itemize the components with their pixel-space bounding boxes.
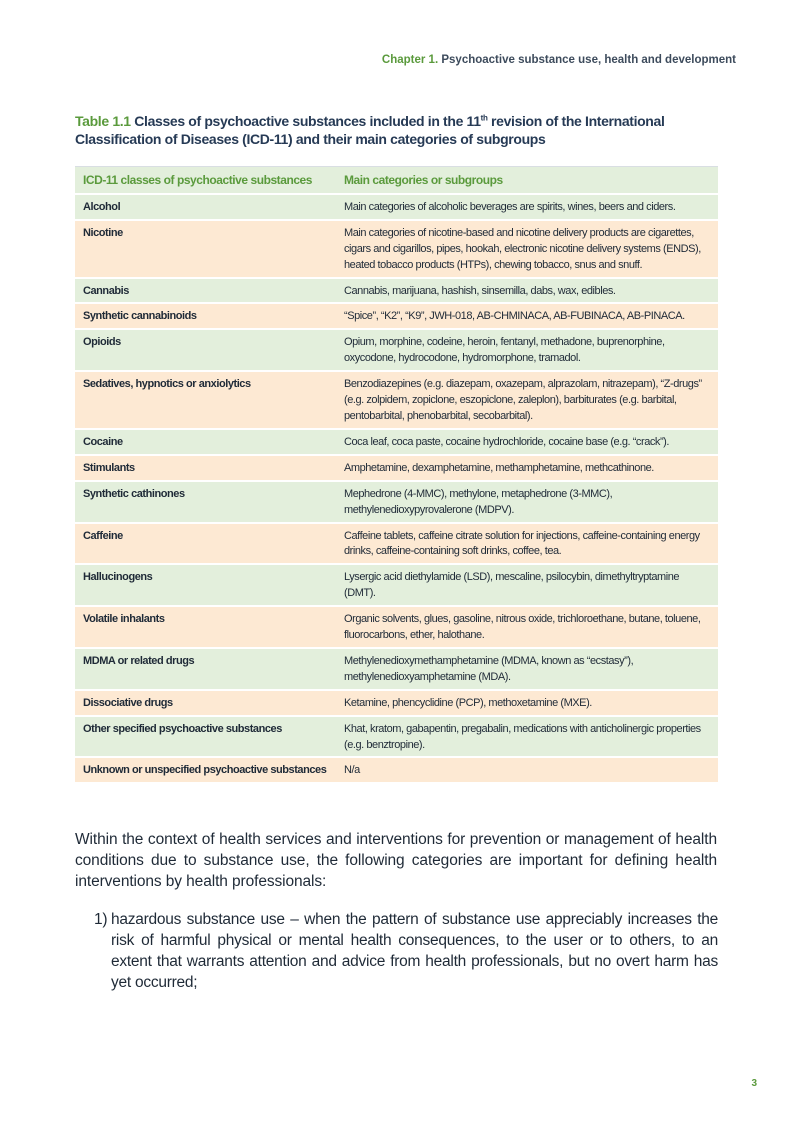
chapter-label: Chapter 1.	[381, 54, 439, 66]
substance-class: Dissociative drugs	[83, 696, 173, 709]
substance-subgroups: Caffeine tablets, caffeine citrate solution for injections, caffeine-containing energy drinks, caffeine-containing soft drinks, coffee, tea.	[344, 529, 700, 558]
table-row	[75, 370, 718, 428]
substance-subgroups: Opium, morphine, codeine, heroin, fentanyl, methadone, buprenorphine, oxycodone, hydrocodone, hydromorphone, tramadol.	[344, 336, 665, 365]
substance-subgroups: Organic solvents, glues, gasoline, nitrous oxide, trichloroethane, butane, toluene, fluorocarbons, ether, halothane.	[344, 613, 701, 642]
list-item: hazardous substance use – when the pattern of substance use appreciably increases the risk of harmful physical or mental health consequences, to the user or to others, to an extent that warrants attention and advice from health professionals, but no overt harm has yet occurred;	[111, 911, 718, 991]
table-row	[75, 454, 718, 480]
chapter-title: Psychoactive substance use, health and development	[441, 54, 736, 66]
substance-class: Sedatives, hypnotics or anxiolytics	[83, 378, 251, 391]
table-row	[75, 219, 718, 277]
table-row	[75, 522, 718, 564]
table-row	[75, 480, 718, 522]
substance-class: Synthetic cannabinoids	[83, 310, 197, 323]
substance-class: Nicotine	[83, 226, 123, 239]
substance-class: Hallucinogens	[83, 571, 153, 584]
substance-subgroups: Methylenedioxymethamphetamine (MDMA, known as “ecstasy”), methylenedioxyamphetamine (MDA).	[344, 654, 634, 683]
header-class: ICD-11 classes of psychoactive substances	[83, 173, 313, 187]
substance-class: Stimulants	[83, 461, 135, 474]
caption-text-1: Classes of psychoactive substances included in the 11	[134, 113, 481, 129]
table-header	[75, 167, 718, 193]
substance-class: Alcohol	[83, 200, 121, 213]
table-row	[75, 689, 718, 715]
table-row	[75, 647, 718, 689]
header-subgroups: Main categories or subgroups	[344, 173, 503, 187]
substance-table	[75, 166, 718, 782]
running-header	[382, 54, 736, 66]
table-row	[75, 715, 718, 757]
page-number: 3	[751, 1078, 757, 1089]
table-row	[75, 302, 718, 328]
substance-subgroups: Ketamine, phencyclidine (PCP), methoxetamine (MXE).	[344, 696, 592, 709]
table-row	[75, 277, 718, 303]
substance-subgroups: “Spice”, “K2”, “K9”, JWH-018, AB-CHMINACA, AB-FUBINACA, AB-PINACA.	[344, 310, 685, 323]
substance-class: Other specified psychoactive substances	[83, 722, 282, 735]
substance-subgroups: Main categories of alcoholic beverages are spirits, wines, beers and ciders.	[344, 200, 676, 213]
substance-subgroups: Cannabis, marijuana, hashish, sinsemilla, dabs, wax, edibles.	[344, 284, 616, 297]
table-row	[75, 328, 718, 370]
substance-class: MDMA or related drugs	[83, 654, 195, 667]
table-row	[75, 563, 718, 605]
table-label: Table 1.1	[75, 113, 131, 129]
substance-class: Cocaine	[83, 435, 123, 448]
substance-subgroups: Main categories of nicotine-based and nicotine delivery products are cigarettes, cigars and cigarillos, pipes, hookah, electronic nicotine delivery systems (ENDS), heated tobacco products (HTPs), chewing tobacco, snus and snuff.	[344, 226, 701, 271]
table-row	[75, 756, 718, 782]
substance-class: Opioids	[83, 336, 121, 349]
substance-subgroups: Khat, kratom, gabapentin, pregabalin, medications with anticholinergic properties (e.g. benztropine).	[344, 722, 701, 751]
substance-class: Volatile inhalants	[83, 613, 165, 626]
caption-superscript: th	[480, 113, 488, 123]
list-number: 1)	[94, 911, 108, 928]
substance-subgroups: Mephedrone (4-MMC), methylone, metaphedrone (3-MMC), methylenedioxypyrovalerone (MDPV).	[344, 487, 613, 516]
substance-subgroups: Benzodiazepines (e.g. diazepam, oxazepam, alprazolam, nitrazepam), “Z-drugs” (e.g. zolpidem, zopiclone, eszopiclone, zaleplon), barbiturates (e.g. barbital, pentobarbital, phenobarbital, secobarbital).	[344, 378, 702, 422]
table-row	[75, 193, 718, 219]
substance-class: Caffeine	[83, 529, 123, 542]
substance-class: Synthetic cathinones	[83, 487, 185, 500]
caption-text-2: revision of the International Classification of Diseases (ICD-11) and their main categories of subgroups	[75, 113, 665, 147]
body-paragraph: Within the context of health services and interventions for prevention or management of health conditions due to substance use, the following categories are important for defining health interventions by health professionals:	[75, 831, 717, 890]
numbered-list	[94, 909, 718, 993]
substance-subgroups: Lysergic acid diethylamide (LSD), mescaline, psilocybin, dimethyltryptamine (DMT).	[344, 571, 680, 600]
table-row	[75, 605, 718, 647]
table-row	[75, 428, 718, 454]
substance-subgroups: Coca leaf, coca paste, cocaine hydrochloride, cocaine base (e.g. “crack”).	[344, 435, 669, 448]
substance-class: Cannabis	[83, 284, 129, 297]
substance-subgroups: Amphetamine, dexamphetamine, methamphetamine, methcathinone.	[344, 461, 654, 474]
substance-subgroups: N/a	[344, 764, 360, 777]
substance-class: Unknown or unspecified psychoactive substances	[83, 764, 327, 777]
table-caption	[75, 112, 723, 148]
